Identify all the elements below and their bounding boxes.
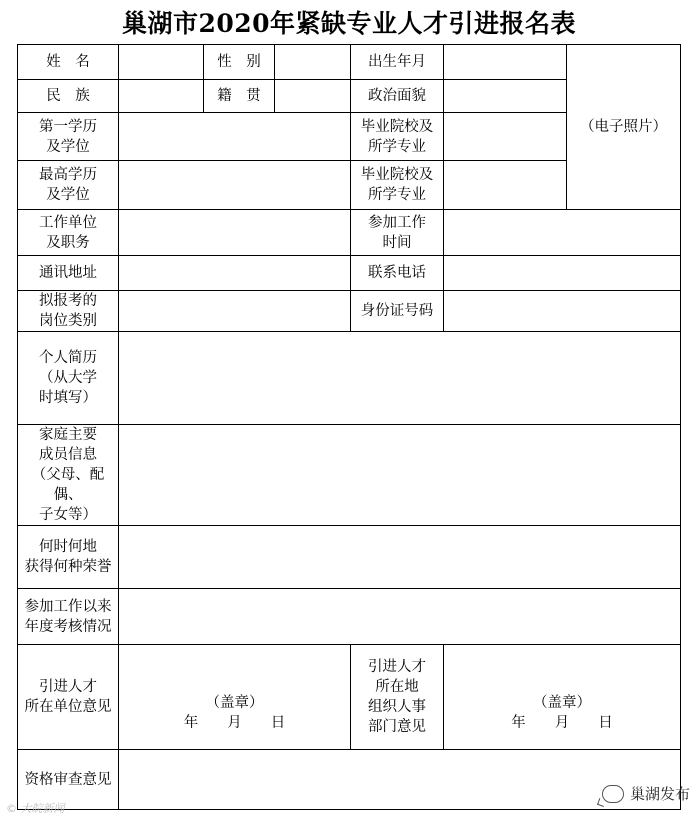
qualification-label: 资格审查意见: [18, 750, 119, 810]
resume-field[interactable]: [119, 332, 681, 425]
ethnicity-label: 民 族: [18, 80, 119, 113]
work-start-field[interactable]: [444, 210, 681, 256]
honors-label: 何时何地 获得何种荣誉: [18, 526, 119, 589]
native-place-label: 籍 贯: [204, 80, 275, 113]
chat-bubble-icon: [602, 785, 624, 803]
highest-degree-field[interactable]: [119, 161, 351, 210]
org-date-text: 年 月 日: [511, 715, 613, 731]
assessment-label: 参加工作以来 年度考核情况: [18, 589, 119, 645]
work-start-label: 参加工作 时间: [351, 210, 444, 256]
assessment-field[interactable]: [119, 589, 681, 645]
qualification-field[interactable]: [119, 750, 681, 810]
unit-date-text: 年 月 日: [183, 715, 286, 731]
highest-degree-label: 最高学历 及学位: [18, 161, 119, 210]
ethnicity-field[interactable]: [119, 80, 204, 113]
family-field[interactable]: [119, 425, 681, 526]
address-field[interactable]: [119, 256, 351, 291]
work-unit-field[interactable]: [119, 210, 351, 256]
id-number-label: 身份证号码: [351, 291, 444, 332]
highest-school-label: 毕业院校及 所学专业: [351, 161, 444, 210]
unit-opinion-field[interactable]: [119, 645, 351, 750]
political-field[interactable]: [444, 80, 567, 113]
honors-field[interactable]: [119, 526, 681, 589]
org-opinion-field[interactable]: [444, 645, 681, 750]
unit-stamp-text: （盖章）: [205, 695, 264, 711]
first-school-field[interactable]: [444, 113, 567, 161]
work-unit-label: 工作单位 及职务: [18, 210, 119, 256]
first-degree-field[interactable]: [119, 113, 351, 161]
name-label: 姓 名: [18, 45, 119, 80]
highest-school-field[interactable]: [444, 161, 567, 210]
native-place-field[interactable]: [275, 80, 351, 113]
birth-label: 出生年月: [351, 45, 444, 80]
phone-field[interactable]: [444, 256, 681, 291]
id-number-field[interactable]: [444, 291, 681, 332]
name-field[interactable]: [119, 45, 204, 80]
position-label: 拟报考的 岗位类别: [18, 291, 119, 332]
source-watermark: [602, 783, 690, 804]
birth-field[interactable]: [444, 45, 567, 80]
position-field[interactable]: [119, 291, 351, 332]
source-text: 巢湖发布: [629, 785, 690, 803]
resume-label: 个人简历 （从大学 时填写）: [18, 332, 119, 425]
first-degree-label: 第一学历 及学位: [18, 113, 119, 161]
phone-label: 联系电话: [351, 256, 444, 291]
org-stamp-text: （盖章）: [533, 695, 591, 711]
first-school-label: 毕业院校及 所学专业: [351, 113, 444, 161]
org-opinion-label: 引进人才 所在地 组织人事 部门意见: [351, 645, 444, 750]
gender-label: 性 别: [204, 45, 275, 80]
unit-opinion-label: 引进人才 所在单位意见: [18, 645, 119, 750]
corner-watermark: © 大皖新闻: [6, 802, 65, 815]
registration-form: [17, 44, 681, 810]
address-label: 通讯地址: [18, 256, 119, 291]
family-label: 家庭主要 成员信息 （父母、配偶、 子女等）: [18, 425, 119, 526]
form-title: 巢湖市2020年紧缺专业人才引进报名表: [121, 9, 577, 38]
photo-box[interactable]: （电子照片）: [567, 45, 681, 210]
gender-field[interactable]: [275, 45, 351, 80]
political-label: 政治面貌: [351, 80, 444, 113]
